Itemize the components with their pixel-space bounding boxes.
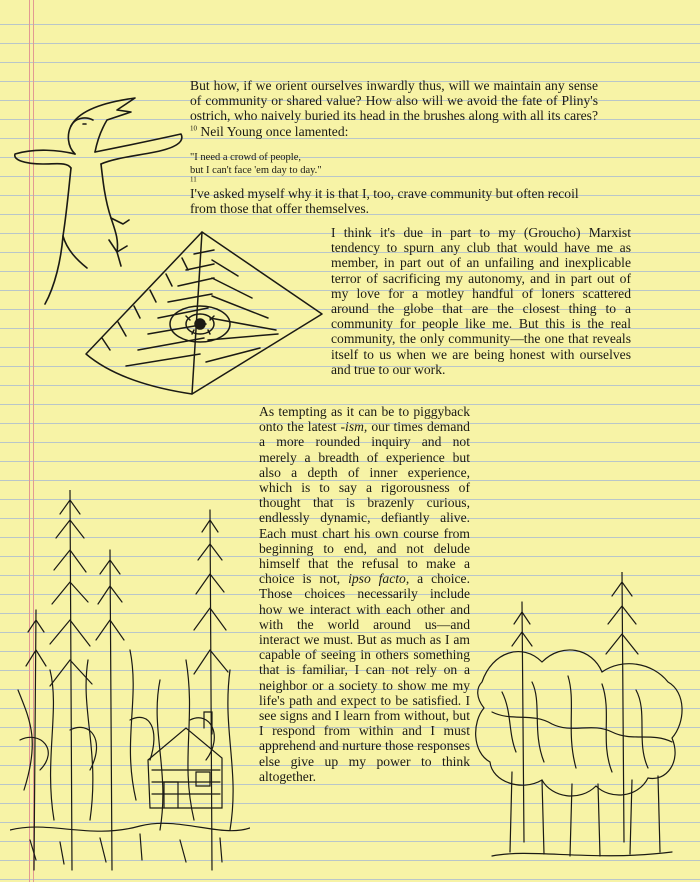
footnote-mark: 10 [190, 124, 197, 133]
paragraph-pliny-text: But how, if we orient ourselves inwardly thus, will we maintain any sense of community or shared value? How also will we avoid the fate of Pliny's ostrich, who naively buried its head in the brushes along with all its cares? [190, 78, 598, 124]
paragraph-inquiry [259, 404, 470, 784]
paragraph-community: I've asked myself why it is that I, too, crave community but often recoil from those that offer themselves. [190, 186, 579, 217]
paragraph-inquiry-text: our times demand a more rounded inquiry and not merely a breadth of experience but also a depth of inner experience, which is to say a rigorousness of thought that is brazenly curious, endlessly dynamic, defiantly alive. Each must chart his own course from beginning to end, and not delude himself that the refusal to make a choice is not, [259, 419, 470, 587]
paragraph-groucho: I think it's due in part to my (Groucho) Marxist tendency to spurn any club that would have me as member, in part out of an unfailing and inexplicable terror of sacrificing my autonomy, and in part out of my love for a motley handful of loners scattered around the globe that are the closest thing to a community for people like me. But this is the real community, the only community—the one that reveals itself to us when we are being honest with ourselves and true to our work. [331, 225, 631, 377]
paragraph-inquiry-text: As tempting as it can be to piggyback onto the latest [259, 404, 470, 435]
tree-cluster-drawing [472, 572, 692, 872]
eye-pyramid-drawing [82, 226, 332, 396]
neil-young-quote [190, 151, 490, 190]
quote-line: "I need a crowd of people, [190, 152, 301, 163]
footnote-mark: 11 [190, 175, 197, 184]
ism-italic: -ism, [340, 419, 368, 435]
paragraph-pliny-tail: Neil Young once lamented: [197, 123, 349, 139]
paragraph-inquiry-text: , a choice. Those choices necessarily include how we interact with each other and with the world around us—and interact we must. But as much as I am capable of seeing in others something that is familiar, I can not rely on a neighbor or a society to show me my life's path and expect to be satisfied. I see signs and I learn from without, but I respond from within and I must apprehend and nurture those responses else give up my power to think altogether. [259, 571, 470, 784]
forest-cabin-drawing [10, 490, 250, 875]
paragraph-pliny [190, 78, 598, 139]
quote-line-text: but I can't face 'em day to day." [190, 165, 322, 176]
ipso-facto-italic: ipso facto [348, 571, 406, 587]
